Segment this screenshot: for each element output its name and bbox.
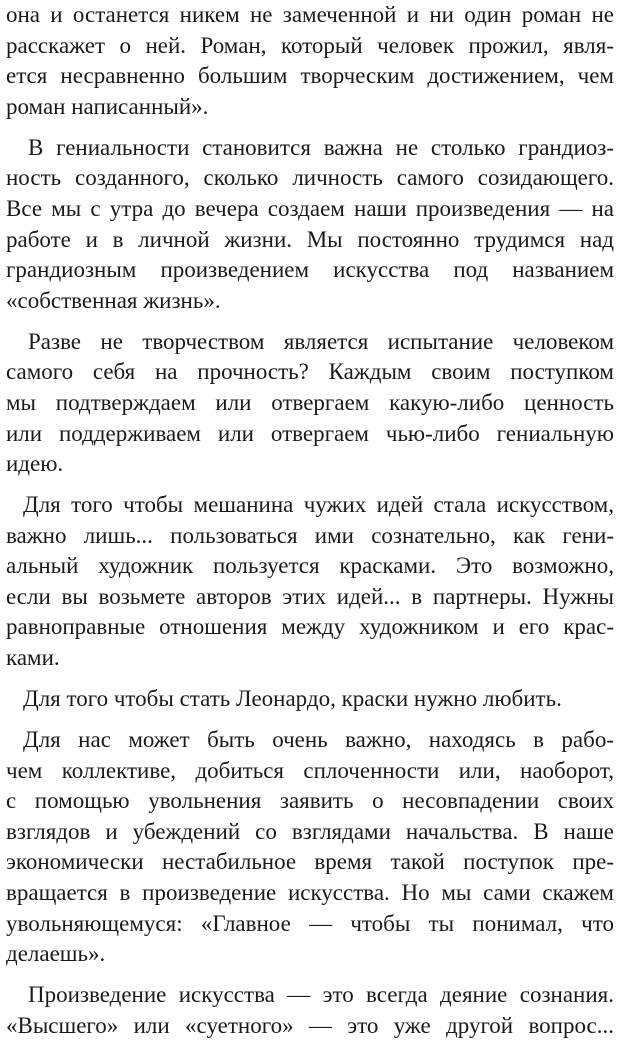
text-line: или поддерживаем или отвергаем чью-либо гениальную <box>6 420 614 446</box>
text-line: Разве не творчеством является испытание человеком <box>28 328 614 354</box>
paragraph-7 <box>6 980 614 1041</box>
text-line: грандиозным произведением искусства под названием <box>6 257 614 283</box>
paragraph-1 <box>6 0 614 122</box>
text-line: «Высшего» или «суетного» — это уже другой вопрос... <box>6 1012 614 1038</box>
text-line: если вы возьмете авторов этих идей... в партнеры. Нужны <box>6 583 614 609</box>
text-line: роман написанный». <box>6 93 209 119</box>
text-line: «собственная жизнь». <box>6 287 221 313</box>
text-line: Все мы с утра до вечера создаем наши произведения — на <box>6 195 614 221</box>
text-line: увольняющемуся: «Главное — чтобы ты понимал, что <box>6 910 614 936</box>
text-line: расскажет о ней. Роман, который человек прожил, явля- <box>6 32 614 58</box>
text-line: она и останется никем не замеченной и ни один роман не <box>6 2 614 27</box>
paragraph-2 <box>6 133 614 317</box>
text-line: работе и в личной жизни. Мы постоянно трудимся над <box>6 226 614 252</box>
text-line: Для нас может быть очень важно, находясь в рабо- <box>23 727 614 753</box>
paragraph-5 <box>6 684 614 715</box>
book-page <box>6 0 614 1038</box>
text-line: ется несравненно большим творческим достижением, чем <box>6 63 614 89</box>
text-line: ками. <box>6 645 60 671</box>
paragraph-4 <box>6 490 614 674</box>
text-line: важно лишь... пользоваться ими сознательно, как гени- <box>6 522 614 548</box>
text-line: взглядов и убеждений со взглядами начальства. В наше <box>6 818 614 844</box>
text-line: идею. <box>6 451 64 477</box>
text-line: мы подтверждаем или отвергаем какую-либо ценность <box>6 389 614 415</box>
text-line: чем коллективе, добиться сплоченности или, наоборот, <box>6 757 614 783</box>
text-line: самого себя на прочность? Каждым своим поступком <box>6 359 614 385</box>
text-line: вращается в произведение искусства. Но мы сами скажем <box>6 879 614 905</box>
text-line: Произведение искусства — это всегда деяние сознания. <box>28 982 614 1008</box>
text-line: с помощью увольнения заявить о несовпадении своих <box>6 788 614 814</box>
text-line: экономически нестабильное время такой поступок пре- <box>6 849 614 875</box>
paragraph-3 <box>6 327 614 480</box>
text-line: ность созданного, сколько личность самого созидающего. <box>6 165 614 191</box>
text-line: альный художник пользуется красками. Это возможно, <box>6 553 614 579</box>
text-line: В гениальности становится важна не столько грандиоз- <box>28 134 614 160</box>
text-line: делаешь». <box>6 941 106 967</box>
paragraph-6 <box>6 725 614 970</box>
text-line: Для того чтобы стать Леонардо, краски нужно любить. <box>23 686 562 712</box>
text-line: Для того чтобы мешанина чужих идей стала искусством, <box>23 492 614 518</box>
text-line: равноправные отношения между художником и его крас- <box>6 614 614 640</box>
